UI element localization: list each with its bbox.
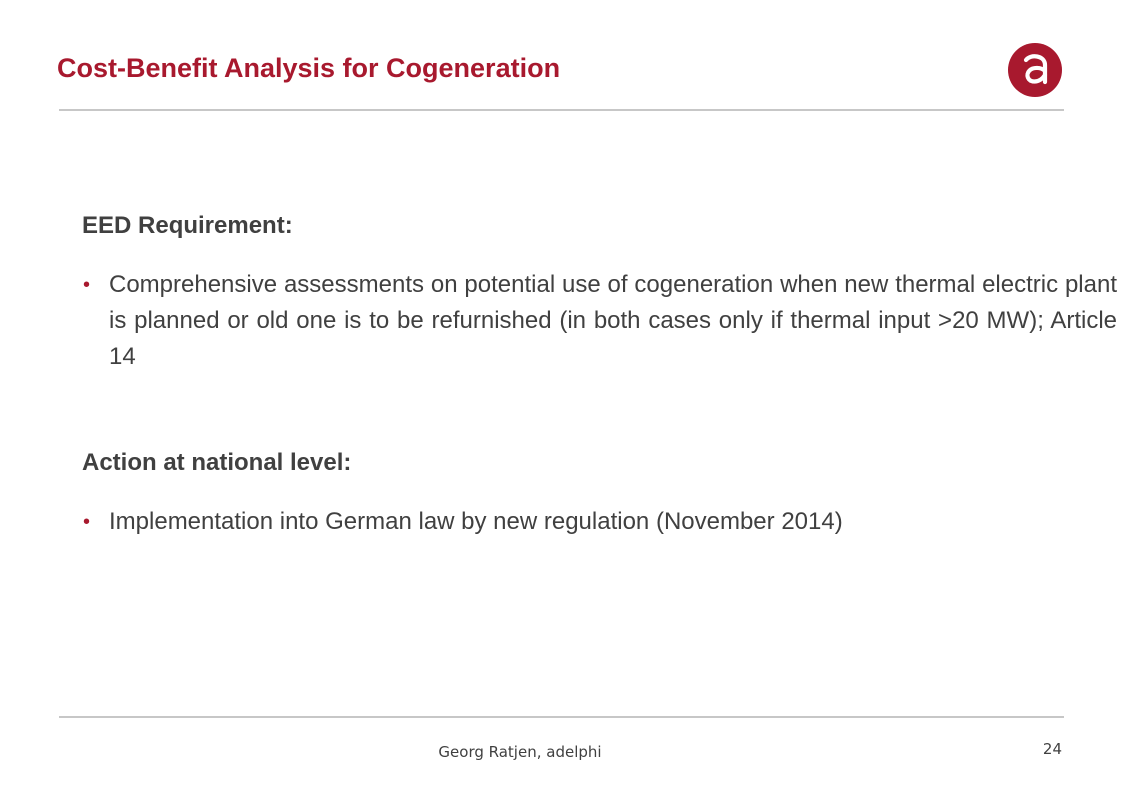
bullet-item	[82, 267, 1117, 375]
bullet-text: Implementation into German law by new regulation (November 2014)	[109, 508, 843, 535]
bullet-text: Comprehensive assessments on potential use of cogeneration when new thermal electric plant is planned or old one is to be refurnished (in both cases only if thermal input >20 MW); Article 14	[109, 271, 1117, 370]
footer-author: Georg Ratjen, adelphi	[438, 743, 602, 761]
bullet-icon: •	[83, 274, 91, 296]
slide-title: Cost-Benefit Analysis for Cogeneration	[57, 53, 561, 83]
footer-divider	[59, 716, 1064, 718]
bullet-list-national-action	[82, 504, 1117, 540]
section-heading-national-action: Action at national level:	[82, 449, 352, 476]
bullet-item	[82, 504, 1117, 540]
page-number: 24	[1042, 740, 1062, 758]
section-heading-eed-requirement: EED Requirement:	[82, 212, 293, 239]
bullet-icon: •	[83, 511, 91, 533]
title-divider	[59, 109, 1064, 111]
adelphi-logo-icon	[1008, 43, 1062, 97]
bullet-list-eed-requirement	[82, 267, 1117, 375]
